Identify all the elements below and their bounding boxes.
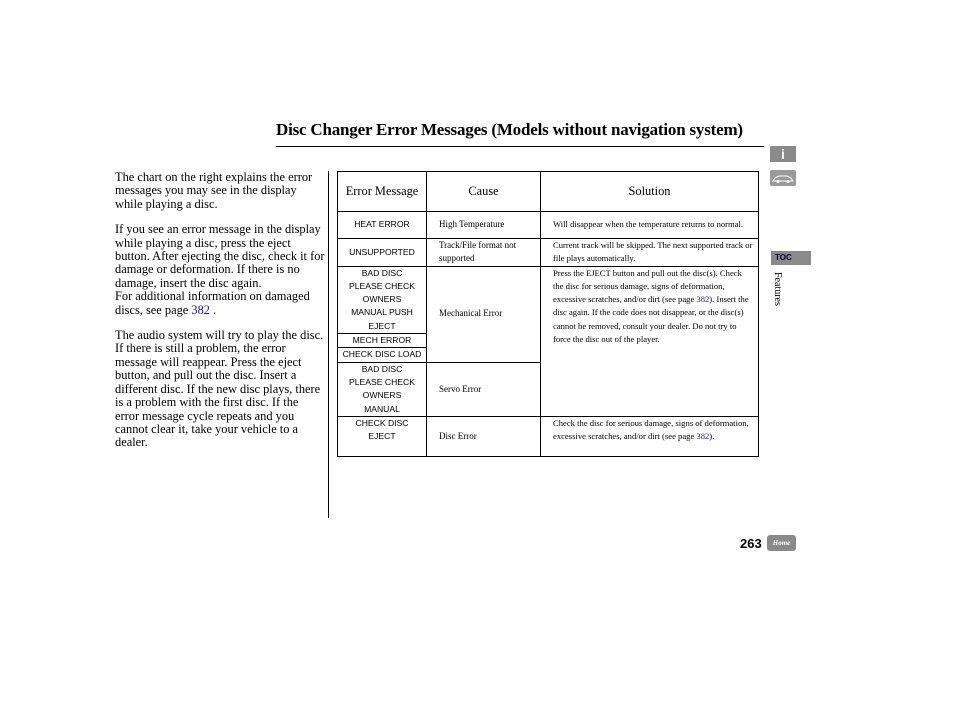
section-tab: Features — [772, 272, 783, 306]
cause-cell: Mechanical Error — [427, 266, 541, 362]
home-button[interactable]: Home — [767, 535, 796, 551]
intro-paragraph-2 — [115, 223, 325, 317]
message-line: CHECK DISC — [355, 417, 409, 428]
cause-cell: Servo Error — [427, 362, 541, 416]
message-line: OWNERS — [362, 294, 402, 305]
error-table — [337, 171, 759, 457]
column-divider — [328, 171, 329, 518]
error-message-cell: CHECK DISC LOAD — [338, 348, 427, 362]
message-line: EJECT — [368, 320, 396, 331]
message-line: MANUAL PUSH — [351, 307, 413, 318]
solution-cell — [541, 266, 759, 416]
car-icon[interactable] — [770, 170, 796, 186]
page-title: Disc Changer Error Messages (Models without navigation system) — [276, 120, 743, 139]
error-message-cell: HEAT ERROR — [338, 212, 427, 239]
solution-text: ). — [709, 431, 715, 442]
error-message-cell — [338, 416, 427, 456]
info-icon[interactable]: i — [770, 146, 796, 162]
message-line: PLEASE CHECK — [349, 280, 415, 291]
error-message-cell — [338, 266, 427, 333]
intro-paragraph-3: The audio system will try to play the disc. If there is still a problem, the error message will reappear. Press the eject button, and pull out the disc. Insert a different disc. If the new disc plays, there is a problem with the first disc. If the error message cycle repeats and you cannot clear it, take your vehicle to a dealer. — [115, 328, 324, 450]
message-line: BAD DISC — [361, 267, 403, 278]
header-cause: Cause — [427, 172, 541, 212]
page-link[interactable]: 382 — [191, 302, 210, 317]
message-line: EJECT — [368, 431, 396, 442]
intro-paragraph-2b-text: For additional information on damaged discs, see page — [115, 289, 310, 317]
message-line: PLEASE CHECK — [349, 376, 415, 387]
intro-paragraph-2-text: If you see an error message in the display while playing a disc, press the eject button. After ejecting the disc, check it for damage or deformation. If there is no damage, insert the disc again. — [115, 222, 325, 290]
page-link[interactable]: 382 — [696, 431, 710, 442]
error-message-cell: UNSUPPORTED — [338, 239, 427, 267]
solution-text: Check the disc for serious damage, signs of deformation, excessive scratches, and/or dirt (see page — [553, 417, 749, 442]
table-row — [338, 266, 759, 333]
intro-text — [115, 171, 325, 462]
table-row — [338, 212, 759, 239]
cause-cell: High Temperature — [427, 212, 541, 239]
cause-cell: Track/File format not supported — [427, 239, 541, 267]
error-message-cell: MECH ERROR — [338, 334, 427, 348]
message-line: MANUAL — [364, 403, 400, 414]
solution-cell: Current track will be skipped. The next supported track or file plays automatically. — [541, 239, 759, 267]
header-error-message: Error Message — [338, 172, 427, 212]
table-row — [338, 416, 759, 456]
table-row — [338, 239, 759, 267]
cause-cell: Disc Error — [427, 416, 541, 456]
header-solution: Solution — [541, 172, 759, 212]
solution-cell: Will disappear when the temperature returns to normal. — [541, 212, 759, 239]
toc-button[interactable]: TOC — [771, 251, 811, 265]
period: . — [210, 302, 217, 317]
error-message-cell — [338, 362, 427, 416]
title-rule — [276, 146, 764, 147]
solution-text: ). Insert the disc again. If the code does not disappear, or the disc(s) cannot be removed, consult your dealer. Do not try to force the disc out of the player. — [553, 294, 749, 345]
table-header-row — [338, 172, 759, 212]
intro-paragraph-1: The chart on the right explains the error messages you may see in the display while playing a disc. — [115, 170, 313, 211]
page-link[interactable]: 382 — [696, 294, 710, 305]
solution-text: Press the EJECT button and pull out the disc(s). Check the disc for serious damage, signs of deformation, excessive scratches, and/or dirt (see page — [553, 267, 742, 305]
message-line: BAD DISC — [361, 363, 403, 374]
solution-cell — [541, 416, 759, 456]
page-number: 263 — [740, 536, 762, 551]
message-line: OWNERS — [362, 390, 402, 401]
